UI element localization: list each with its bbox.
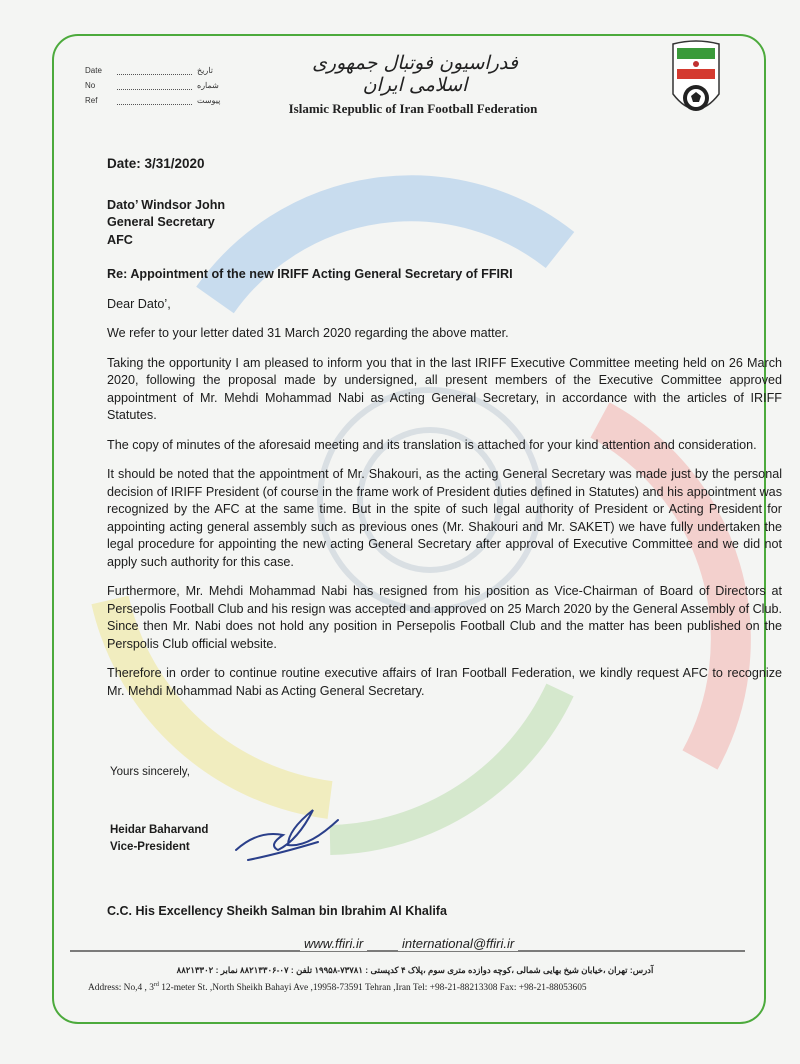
paragraph: Furthermore, Mr. Mehdi Mohammad Nabi has resigned from his position as Vice-Chairman of Board of Directors at Persepolis Football Club and his resign was accepted and approved on 25 March 2020 by the General Assembly of Club. Since then Mr. Nabi does not hold any position in Persepolis Football Club and the matter has been published on the Perspolis Club official website.	[107, 584, 782, 651]
website-link[interactable]: www.ffiri.ir	[300, 936, 367, 951]
signer-block	[110, 822, 208, 856]
ffiri-logo	[665, 38, 727, 126]
address-english	[88, 982, 748, 993]
paragraph: The copy of minutes of the aforesaid meeting and its translation is attached for your kind attention and consideration.	[107, 437, 757, 452]
cc-line: C.C. His Excellency Sheikh Salman bin Ibrahim Al Khalifa	[107, 904, 447, 918]
meta-label: Ref	[85, 96, 98, 105]
letter-date: Date: 3/31/2020	[107, 156, 205, 171]
meta-line	[117, 74, 192, 75]
recipient-name: Dato’ Windsor John	[107, 197, 226, 212]
meta-label-fa: تاریخ	[197, 66, 213, 75]
meta-row-ref	[85, 96, 245, 111]
paragraph: We refer to your letter dated 31 March 2020 regarding the above matter.	[107, 326, 509, 340]
signer-name: Heidar Baharvand	[110, 824, 209, 836]
meta-row-date	[85, 66, 245, 81]
reference-block	[85, 66, 245, 111]
recipient-org: AFC	[107, 232, 133, 247]
signer-title: Vice-President	[110, 841, 190, 853]
paragraph: It should be noted that the appointment of Mr. Shakouri, as the acting General Secretary was made just by the personal decision of IRIFF President (of course in the frame work of President duties defined in Statutes) and his appointment was recognized by the AFC at the same time. But in the spite of such legal authority of President or Acting President for appointing acting general assembly such as previous ones (Mr. Shakouri and Mr. SAKET) we have fully undertaken the legal procedure for appointing the new acting General Secretary after approval of Executive Committee and we did not apply such authority for this case.	[107, 467, 782, 569]
recipient-title: General Secretary	[107, 215, 215, 229]
email-link[interactable]: international@ffiri.ir	[398, 936, 518, 951]
letter-subject: Re: Appointment of the new IRIFF Acting General Secretary of FFIRI	[107, 267, 513, 281]
paragraph: Therefore in order to continue routine executive affairs of Iran Football Federation, we kindly request AFC to recognize Mr. Mehdi Mohammad Nabi as Acting General Secretary.	[107, 666, 782, 698]
meta-line	[117, 104, 192, 105]
address-part: Address: No,4 , 3	[88, 983, 154, 994]
letterhead-title-persian: فدراسیون فوتبال جمهوری اسلامی ایران	[312, 52, 518, 96]
meta-label-fa: شماره	[197, 81, 219, 90]
letterhead-title-english: Islamic Republic of Iran Football Federation	[288, 101, 538, 116]
meta-label-fa: پیوست	[197, 96, 221, 105]
address-sup: rd	[153, 982, 159, 988]
handwritten-signature	[228, 790, 348, 870]
meta-label: Date	[85, 66, 102, 75]
salutation: Dear Dato’,	[107, 296, 171, 311]
paragraph: Taking the opportunity I am pleased to inform you that in the last IRIFF Executive Committee meeting held on 26 March 2020, following the proposal made by undersigned, all present members of the Executive Committee approved appointment of Mr. Mehdi Mohammad Nabi as Acting General Secretary, in accordance with the articles of IRIFF Statutes.	[107, 355, 782, 422]
letter-body	[107, 155, 782, 700]
address-part: 12-meter St. ,North Sheikh Bahayi Ave ,19958-73591 Tehran ,Iran Tel: +98-21-88213308 Fax: +98-21-88053605	[158, 983, 587, 994]
meta-label: No	[85, 81, 96, 90]
meta-line	[117, 89, 192, 90]
meta-row-no	[85, 81, 245, 96]
address-persian: آدرس: تهران ،خیابان شیخ بهایی شمالی ،کوچه دوازده متری سوم ،پلاک ۴ کدپستی : ۷۳۷۸۱-۱۹۹۵۸ تلفن : ۰۷-۸۸۲۱۳۳۰۶ نمابر : ۸۸۲۱۳۳۰۲	[176, 965, 654, 975]
closing: Yours sincerely,	[110, 766, 190, 778]
